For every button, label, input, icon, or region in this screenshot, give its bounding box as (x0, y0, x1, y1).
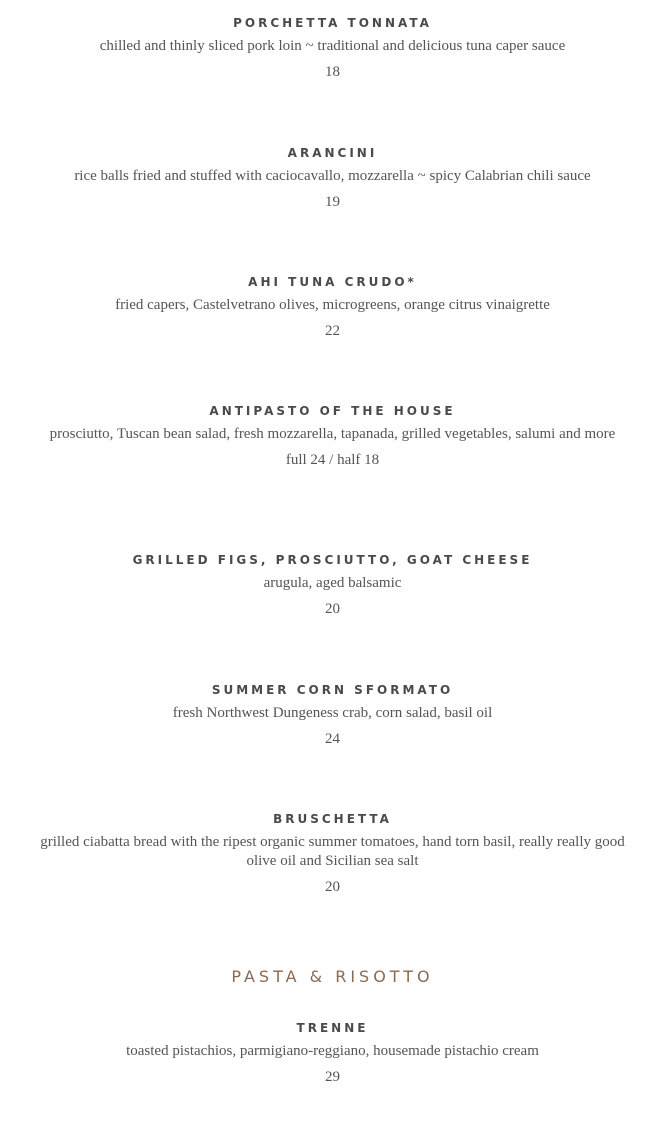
item-price: 19 (325, 194, 340, 210)
item-price: full 24 / half 18 (285, 452, 380, 468)
menu-item-bruschetta (30, 811, 635, 897)
item-name: AHI TUNA CRUDO* (248, 275, 417, 289)
item-description: fresh Northwest Dungeness crab, corn salad, basil oil (172, 705, 493, 721)
item-name: GRILLED FIGS, PROSCIUTTO, GOAT CHEESE (132, 553, 533, 567)
item-price: 18 (325, 64, 340, 80)
menu-item-summer-corn-sformato (30, 682, 635, 749)
section-title-pasta-risotto: PASTA & RISOTTO (231, 967, 434, 986)
item-name: BRUSCHETTA (273, 812, 392, 826)
item-description: chilled and thinly sliced pork loin ~ traditional and delicious tuna caper sauce (99, 38, 566, 54)
item-name: TRENNE (296, 1021, 369, 1035)
item-description: fried capers, Castelvetrano olives, microgreens, orange citrus vinaigrette (115, 297, 550, 313)
item-price: 20 (325, 879, 340, 895)
item-description: rice balls fried and stuffed with caciocavallo, mozzarella ~ spicy Calabrian chili sauce (74, 168, 591, 184)
item-price: 29 (325, 1069, 340, 1085)
item-name: SUMMER CORN SFORMATO (211, 683, 454, 697)
menu-item-porchetta-tonnata (30, 15, 635, 82)
item-description: grilled ciabatta bread with the ripest organic summer tomatoes, hand torn basil, really really good olive oil and Sicilian sea salt (40, 834, 625, 869)
item-name: ANTIPASTO OF THE HOUSE (209, 404, 456, 418)
item-description: prosciutto, Tuscan bean salad, fresh mozzarella, tapanada, grilled vegetables, salumi and more (49, 426, 616, 442)
menu-item-ahi-tuna-crudo (30, 274, 635, 341)
menu-item-antipasto-of-the-house (30, 403, 635, 470)
item-price: 22 (325, 323, 340, 339)
item-price: 24 (325, 731, 340, 747)
item-name: PORCHETTA TONNATA (233, 16, 432, 30)
menu-item-arancini (30, 145, 635, 212)
item-description: toasted pistachios, parmigiano-reggiano, housemade pistachio cream (126, 1043, 539, 1059)
item-description: arugula, aged balsamic (263, 575, 402, 591)
menu-item-trenne (30, 1020, 635, 1087)
menu-item-grilled-figs (30, 552, 635, 619)
item-name: ARANCINI (287, 146, 378, 160)
item-price: 20 (325, 601, 340, 617)
